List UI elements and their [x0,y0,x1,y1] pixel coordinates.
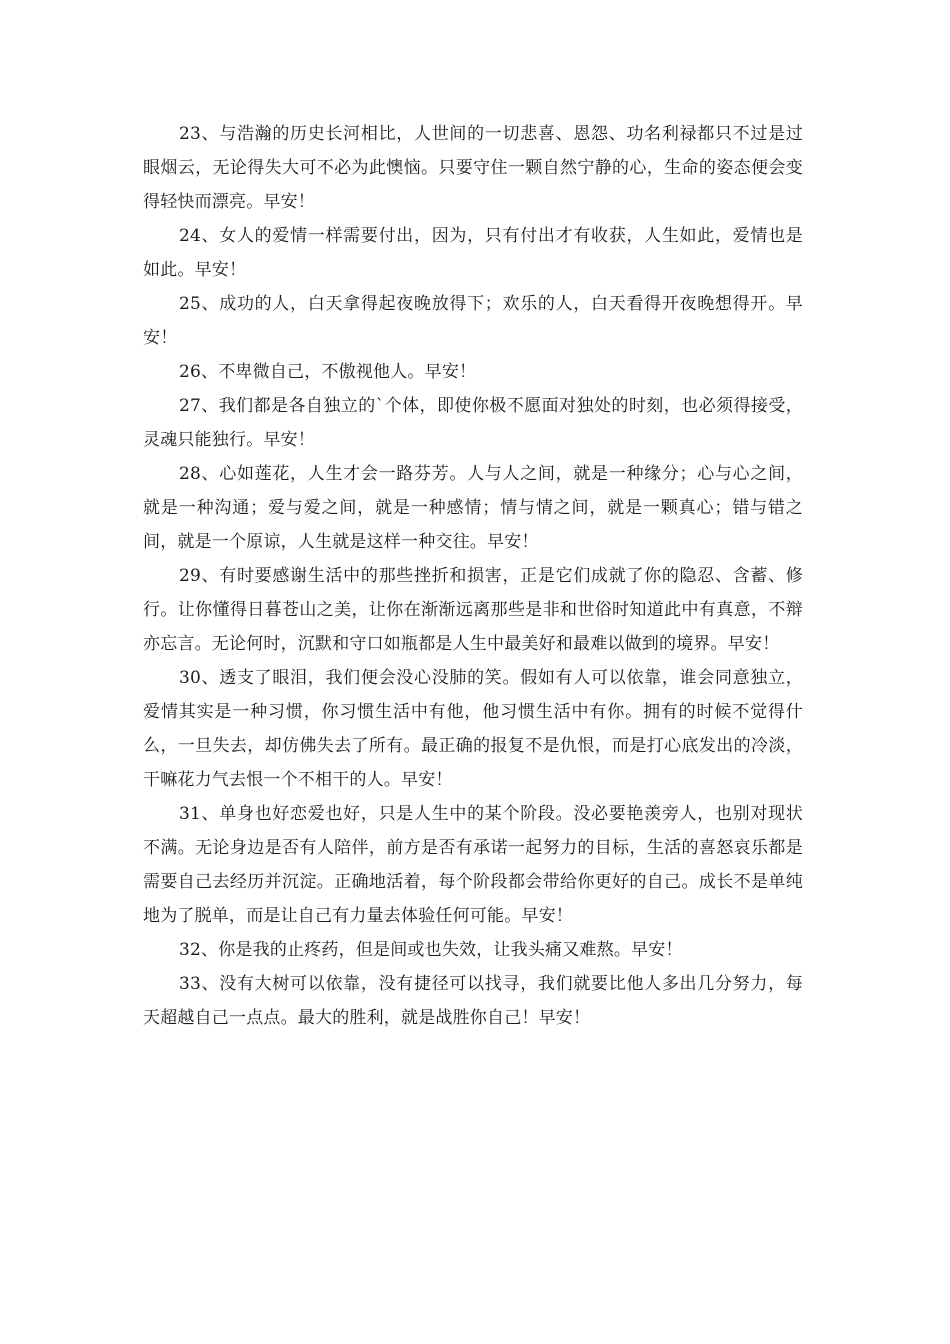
paragraph-24: 24、女人的爱情一样需要付出，因为，只有付出才有收获，人生如此，爱情也是如此。早安！ [143,226,803,280]
paragraph-27: 27、我们都是各自独立的`个体，即使你极不愿面对独处的时刻，也必须得接受，灵魂只能独行。早安！ [143,396,803,450]
paragraph-32: 32、你是我的止疼药，但是间或也失效，让我头痛又难熬。早安！ [179,940,683,960]
paragraph-23: 23、与浩瀚的历史长河相比，人世间的一切悲喜、恩怨、功名利禄都只不过是过眼烟云，无论得失大可不必为此懊恼。只要守住一颗自然宁静的心，生命的姿态便会变得轻快而漂亮。早安！ [143,124,803,212]
paragraph-28: 28、心如莲花，人生才会一路芬芳。人与人之间，就是一种缘分；心与心之间，就是一种沟通；爱与爱之间，就是一种感情；情与情之间，就是一颗真心；错与错之间，就是一个原谅，人生就是这样一种交往。早安！ [143,464,803,552]
paragraph-31: 31、单身也好恋爱也好，只是人生中的某个阶段。没必要艳羡旁人，也别对现状不满。无论身边是否有人陪伴，前方是否有承诺一起努力的目标，生活的喜怒哀乐都是需要自己去经历并沉淀。正确地活着，每个阶段都会带给你更好的自己。成长不是单纯地为了脱单，而是让自己有力量去体验任何可能。早安！ [143,804,803,926]
document-body [143,117,803,1035]
paragraph-25: 25、成功的人，白天拿得起夜晚放得下；欢乐的人，白天看得开夜晚想得开。早安！ [143,294,803,348]
paragraph-26: 26、不卑微自己，不傲视他人。早安！ [179,362,477,382]
paragraph-33: 33、没有大树可以依靠，没有捷径可以找寻，我们就要比他人多出几分努力，每天超越自己一点点。最大的胜利，就是战胜你自己！早安！ [143,974,803,1028]
paragraph-29: 29、有时要感谢生活中的那些挫折和损害，正是它们成就了你的隐忍、含蓄、修行。让你懂得日暮苍山之美，让你在渐渐远离那些是非和世俗时知道此中有真意，不辩亦忘言。无论何时，沉默和守口如瓶都是人生中最美好和最难以做到的境界。早安！ [143,566,803,654]
paragraph-30: 30、透支了眼泪，我们便会没心没肺的笑。假如有人可以依靠，谁会同意独立，爱情其实是一种习惯，你习惯生活中有他，他习惯生活中有你。拥有的时候不觉得什么，一旦失去，却仿佛失去了所有。最正确的报复不是仇恨，而是打心底发出的冷淡，干嘛花力气去恨一个不相干的人。早安！ [143,668,803,790]
